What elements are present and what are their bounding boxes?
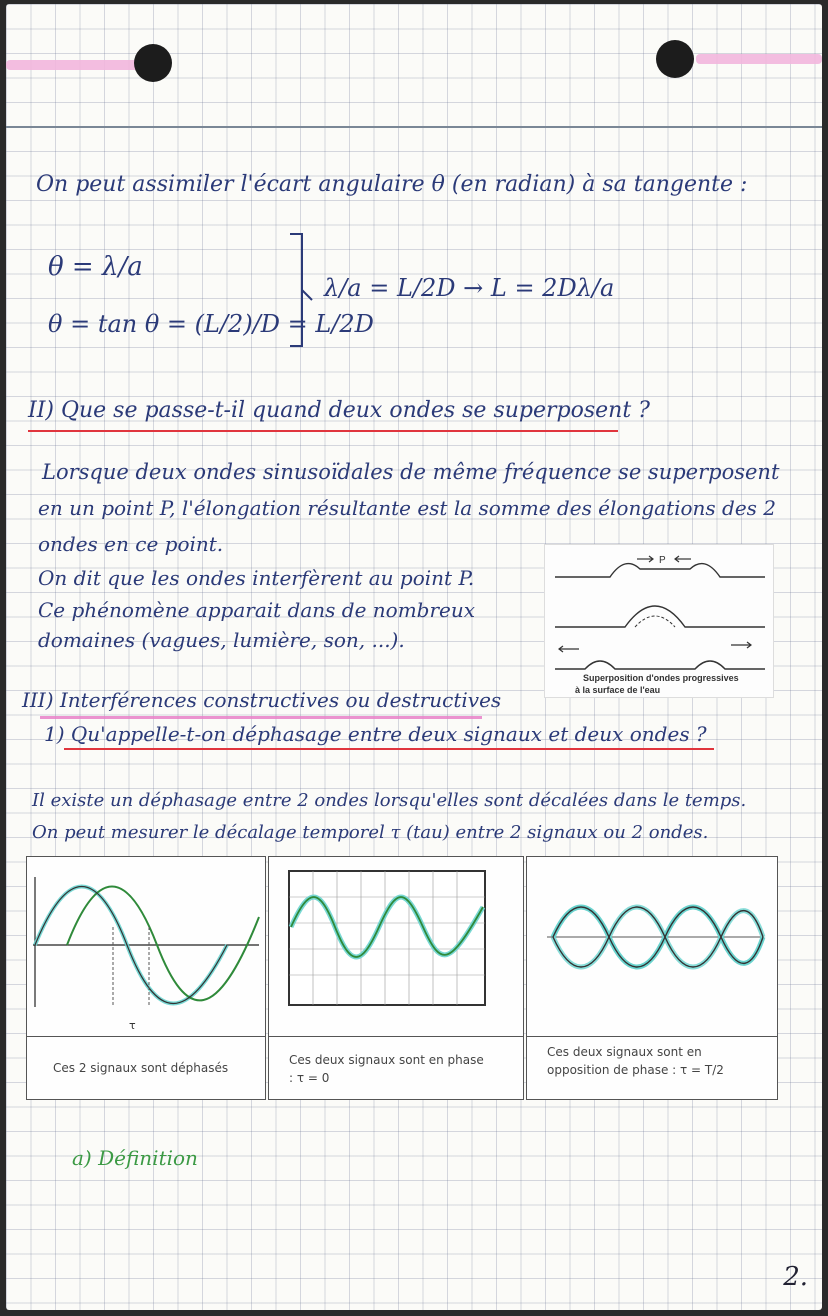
figure-caption-1: Superposition d'ondes progressives bbox=[583, 673, 739, 683]
caption-en-phase: Ces deux signaux sont en phase : τ = 0 bbox=[289, 1053, 484, 1085]
tau-label: τ bbox=[129, 1019, 136, 1032]
notebook-page bbox=[6, 4, 822, 1310]
superposition-waves bbox=[545, 545, 773, 675]
graph-opposition bbox=[527, 857, 777, 1037]
pink-strip-left bbox=[6, 60, 146, 70]
section-3-subtitle-underline bbox=[64, 748, 714, 750]
caption-opposition: Ces deux signaux sont en opposition de phase : τ = T/2 bbox=[547, 1045, 724, 1077]
section-2-title: II) Que se passe-t-il quand deux ondes se superposent ? bbox=[28, 398, 650, 423]
section-3-text-1: Il existe un déphasage entre 2 ondes lorsqu'elles sont décalées dans le temps. bbox=[32, 790, 747, 811]
section-2-paragraph-4: On dit que les ondes interfèrent au point P. bbox=[38, 566, 475, 590]
section-2-paragraph-1: Lorsque deux ondes sinusoïdales de même fréquence se superposent bbox=[42, 460, 780, 484]
point-p-label: P bbox=[659, 555, 666, 566]
section-2-paragraph-5: Ce phénomène apparait dans de nombreux bbox=[38, 598, 476, 622]
subsection-definition: a) Définition bbox=[72, 1146, 198, 1170]
formula-theta-1: θ = λ/a bbox=[48, 252, 143, 282]
section-2-underline bbox=[28, 430, 618, 432]
page-number: 2. bbox=[783, 1262, 808, 1292]
superposition-figure bbox=[544, 544, 774, 698]
section-3-text-2: On peut mesurer le décalage temporel τ (tau) entre 2 signaux ou 2 ondes. bbox=[32, 822, 709, 843]
formula-theta-2: θ = tan θ = (L/2)/D = L/2D bbox=[48, 310, 374, 338]
section-3-title: III) Interférences constructives ou destructives bbox=[22, 688, 502, 712]
binder-hole-left bbox=[134, 44, 172, 82]
section-3-underline bbox=[40, 716, 482, 719]
intro-text: On peut assimiler l'écart angulaire θ (en radian) à sa tangente : bbox=[36, 172, 748, 197]
binder-hole-right bbox=[656, 40, 694, 78]
formula-brace bbox=[286, 230, 316, 350]
caption-cell-1 bbox=[26, 1036, 266, 1100]
graph-cell-en-phase bbox=[268, 856, 524, 1038]
caption-cell-2 bbox=[268, 1036, 524, 1100]
section-2-paragraph-3: ondes en ce point. bbox=[38, 532, 224, 556]
pink-strip-right bbox=[696, 54, 822, 64]
section-2-paragraph-2: en un point P, l'élongation résultante est la somme des élongations des 2 bbox=[38, 496, 777, 520]
section-3-subtitle: 1) Qu'appelle-t-on déphasage entre deux signaux et deux ondes ? bbox=[44, 722, 707, 746]
caption-cell-3 bbox=[526, 1036, 778, 1100]
figure-caption-2: à la surface de l'eau bbox=[575, 685, 661, 695]
graph-dephases bbox=[27, 857, 265, 1037]
formula-result: λ/a = L/2D → L = 2Dλ/a bbox=[324, 274, 615, 302]
graph-cell-dephases bbox=[26, 856, 266, 1038]
caption-dephases: Ces 2 signaux sont déphasés bbox=[53, 1061, 229, 1075]
margin-rule bbox=[6, 126, 822, 128]
graph-en-phase bbox=[269, 857, 523, 1037]
graph-cell-opposition bbox=[526, 856, 778, 1038]
section-2-paragraph-6: domaines (vagues, lumière, son, ...). bbox=[38, 628, 405, 652]
